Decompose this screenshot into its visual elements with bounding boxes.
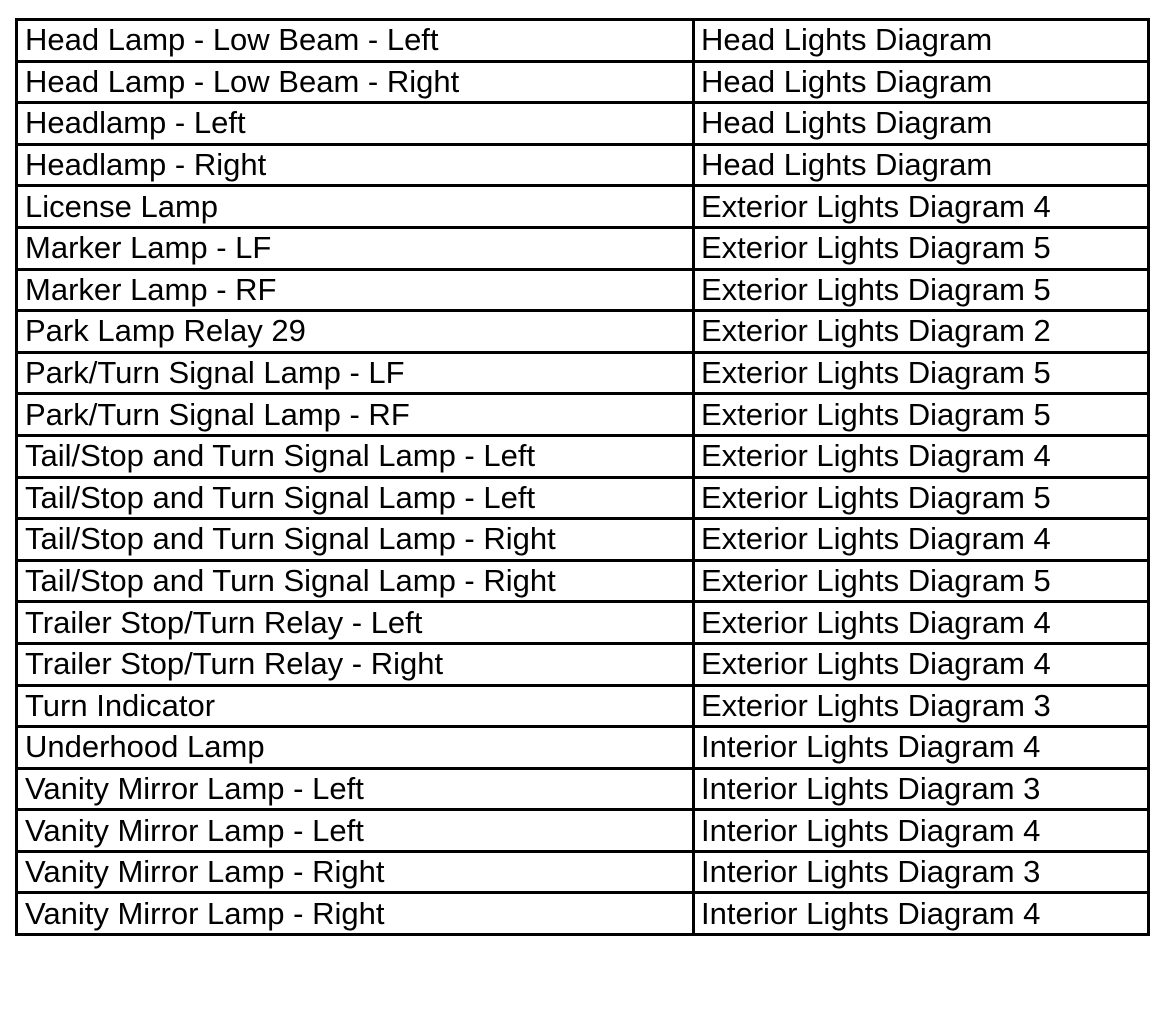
component-cell: Headlamp - Left	[17, 103, 694, 145]
diagram-cell: Head Lights Diagram	[694, 103, 1149, 145]
component-cell: Turn Indicator	[17, 685, 694, 727]
diagram-cell: Exterior Lights Diagram 3	[694, 685, 1149, 727]
component-cell: Tail/Stop and Turn Signal Lamp - Right	[17, 560, 694, 602]
component-cell: Park/Turn Signal Lamp - RF	[17, 394, 694, 436]
diagram-cell: Exterior Lights Diagram 4	[694, 435, 1149, 477]
component-cell: License Lamp	[17, 186, 694, 228]
table-row	[17, 394, 1149, 436]
diagram-cell: Exterior Lights Diagram 4	[694, 643, 1149, 685]
table-row	[17, 519, 1149, 561]
table-row	[17, 685, 1149, 727]
table-row	[17, 352, 1149, 394]
table-row	[17, 61, 1149, 103]
diagram-cell: Exterior Lights Diagram 4	[694, 186, 1149, 228]
diagram-cell: Interior Lights Diagram 3	[694, 851, 1149, 893]
diagram-cell: Exterior Lights Diagram 5	[694, 394, 1149, 436]
diagram-cell: Exterior Lights Diagram 5	[694, 560, 1149, 602]
diagram-cell: Head Lights Diagram	[694, 20, 1149, 62]
component-cell: Vanity Mirror Lamp - Left	[17, 810, 694, 852]
component-diagram-table	[15, 18, 1150, 936]
component-cell: Head Lamp - Low Beam - Left	[17, 20, 694, 62]
component-cell: Trailer Stop/Turn Relay - Left	[17, 602, 694, 644]
table-row	[17, 643, 1149, 685]
table-row	[17, 810, 1149, 852]
diagram-cell: Exterior Lights Diagram 5	[694, 269, 1149, 311]
table-row	[17, 144, 1149, 186]
diagram-cell: Head Lights Diagram	[694, 144, 1149, 186]
table-row	[17, 20, 1149, 62]
component-cell: Marker Lamp - LF	[17, 227, 694, 269]
diagram-cell: Exterior Lights Diagram 4	[694, 519, 1149, 561]
table-row	[17, 269, 1149, 311]
component-cell: Park Lamp Relay 29	[17, 311, 694, 353]
component-cell: Tail/Stop and Turn Signal Lamp - Right	[17, 519, 694, 561]
diagram-cell: Exterior Lights Diagram 5	[694, 477, 1149, 519]
component-cell: Vanity Mirror Lamp - Right	[17, 893, 694, 935]
table-body	[17, 20, 1149, 935]
diagram-cell: Interior Lights Diagram 4	[694, 810, 1149, 852]
table-row	[17, 227, 1149, 269]
component-cell: Tail/Stop and Turn Signal Lamp - Left	[17, 477, 694, 519]
component-cell: Marker Lamp - RF	[17, 269, 694, 311]
table-row	[17, 602, 1149, 644]
table-row	[17, 186, 1149, 228]
component-cell: Tail/Stop and Turn Signal Lamp - Left	[17, 435, 694, 477]
table-row	[17, 311, 1149, 353]
diagram-cell: Exterior Lights Diagram 4	[694, 602, 1149, 644]
table-row	[17, 560, 1149, 602]
component-cell: Park/Turn Signal Lamp - LF	[17, 352, 694, 394]
table-row	[17, 851, 1149, 893]
table-row	[17, 768, 1149, 810]
table-row	[17, 103, 1149, 145]
component-cell: Vanity Mirror Lamp - Left	[17, 768, 694, 810]
component-cell: Underhood Lamp	[17, 727, 694, 769]
component-cell: Trailer Stop/Turn Relay - Right	[17, 643, 694, 685]
table-row	[17, 893, 1149, 935]
diagram-cell: Interior Lights Diagram 3	[694, 768, 1149, 810]
table-row	[17, 727, 1149, 769]
diagram-cell: Exterior Lights Diagram 2	[694, 311, 1149, 353]
diagram-cell: Head Lights Diagram	[694, 61, 1149, 103]
component-cell: Headlamp - Right	[17, 144, 694, 186]
component-cell: Head Lamp - Low Beam - Right	[17, 61, 694, 103]
diagram-cell: Exterior Lights Diagram 5	[694, 227, 1149, 269]
table-row	[17, 477, 1149, 519]
diagram-cell: Interior Lights Diagram 4	[694, 893, 1149, 935]
component-cell: Vanity Mirror Lamp - Right	[17, 851, 694, 893]
table-row	[17, 435, 1149, 477]
diagram-cell: Exterior Lights Diagram 5	[694, 352, 1149, 394]
diagram-cell: Interior Lights Diagram 4	[694, 727, 1149, 769]
